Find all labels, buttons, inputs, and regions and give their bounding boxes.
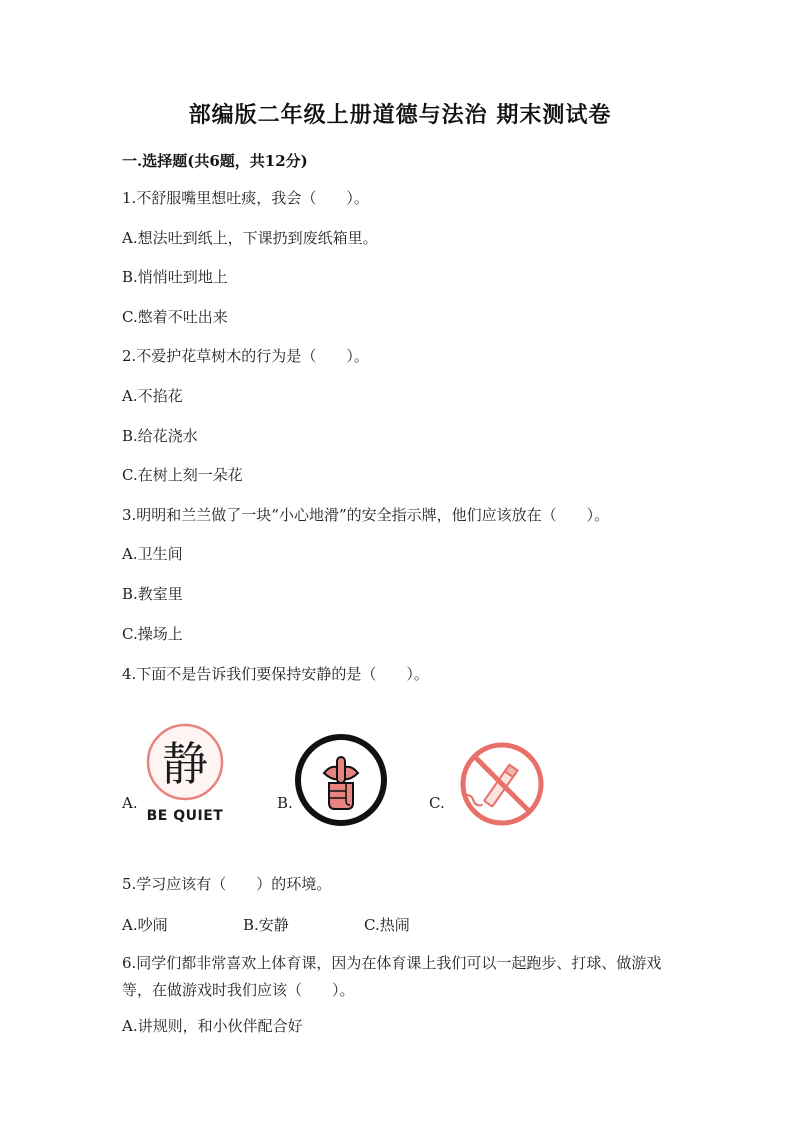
question-2-stem: 2.不爱护花草树木的行为是（ ）。 — [122, 347, 369, 365]
question-6-stem: 6.同学们都非常喜欢上体育课，因为在体育课上我们可以一起跑步、打球、做游戏等，在做游戏时我们应该（ ）。 — [122, 954, 662, 999]
question-2-option-c: C.在树上刻一朵花 — [122, 466, 243, 484]
question-3-option-b: B.教室里 — [122, 585, 183, 603]
question-1-option-a: A.想法吐到纸上，下课扔到废纸箱里。 — [122, 229, 378, 247]
question-1-stem: 1.不舒服嘴里想吐痰，我会（ ）。 — [122, 189, 369, 207]
question-2-option-a: A.不掐花 — [122, 387, 183, 405]
question-3-option-a: A.卫生间 — [122, 545, 183, 563]
shush-finger-icon — [294, 733, 388, 827]
question-2-option-b: B.给花浇水 — [122, 427, 198, 445]
question-3-stem: 3.明明和兰兰做了一块“小心地滑”的安全指示牌，他们应该放在（ ）。 — [122, 506, 610, 524]
no-smoking-icon — [458, 740, 546, 828]
question-5-option-c: C.热闹 — [364, 916, 410, 934]
question-4-stem: 4.下面不是告诉我们要保持安静的是（ ）。 — [122, 665, 429, 683]
question-1-option-b: B.悄悄吐到地上 — [122, 268, 228, 286]
quiet-sign-caption: BE QUIET — [146, 808, 224, 824]
question-5-stem: 5.学习应该有（ ）的环境。 — [122, 875, 332, 893]
question-6-option-a: A.讲规则，和小伙伴配合好 — [122, 1017, 303, 1035]
question-5-option-a: A.吵闹 — [122, 916, 168, 934]
quiet-sign-char: 静 — [162, 737, 208, 791]
question-3-option-c: C.操场上 — [122, 625, 183, 643]
section-heading: 一.选择题(共6题，共12分) — [122, 152, 308, 170]
question-4-option-b-label: B. — [277, 794, 293, 812]
page-title: 部编版二年级上册道德与法治 期末测试卷 — [188, 102, 612, 128]
quiet-sign-icon — [140, 722, 230, 826]
question-1-option-c: C.憋着不吐出来 — [122, 308, 228, 326]
question-5-option-b: B.安静 — [243, 916, 289, 934]
question-4-option-a-label: A. — [122, 794, 138, 812]
question-4-option-c-label: C. — [429, 794, 445, 812]
